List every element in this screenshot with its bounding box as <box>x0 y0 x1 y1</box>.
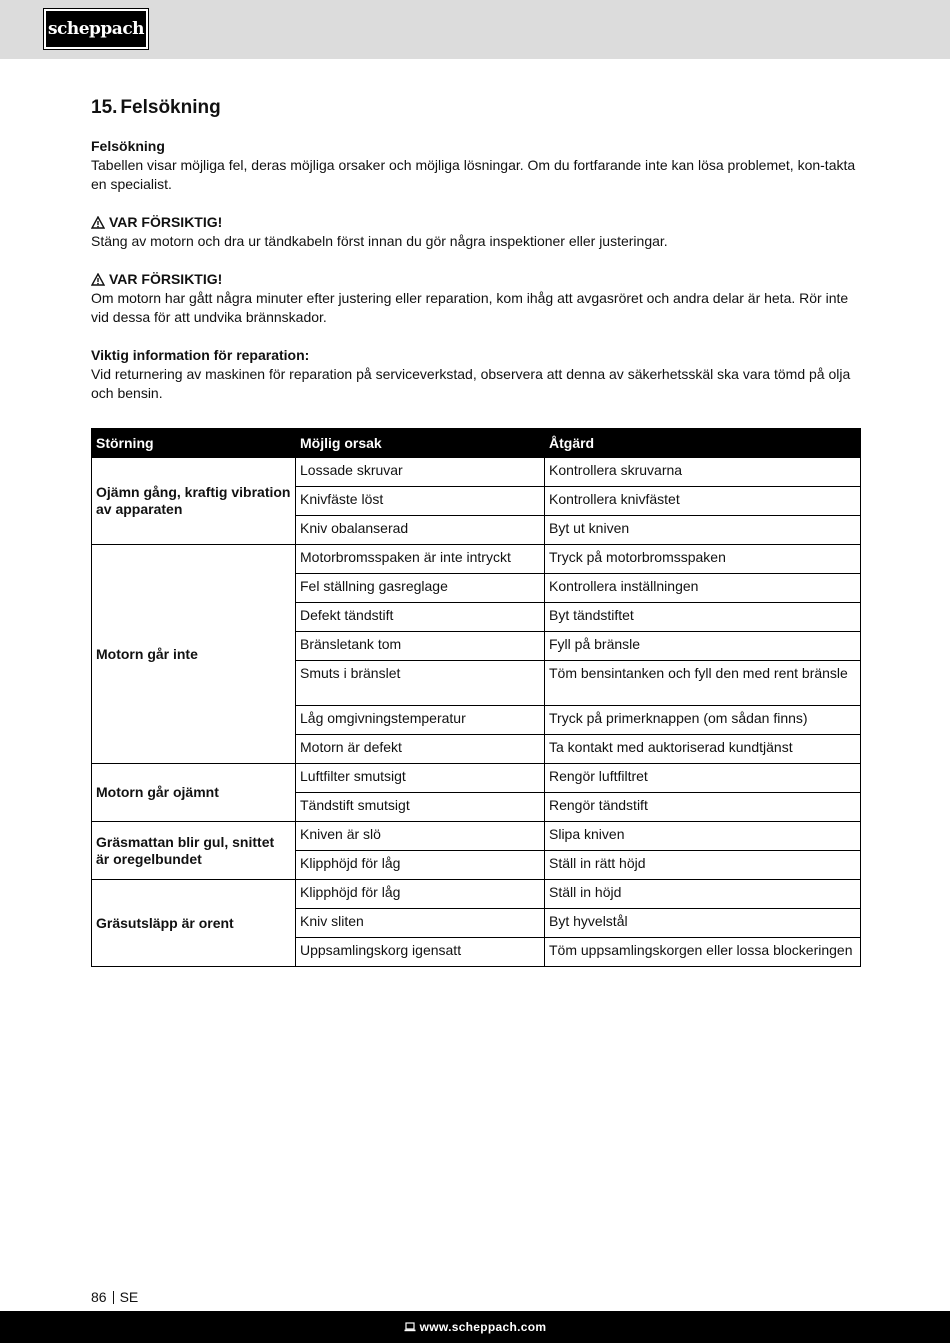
section-title: 15. Felsökning <box>91 97 221 118</box>
column-header: Åtgärd <box>545 429 861 458</box>
cause-cell: Fel ställning gasreglage <box>296 574 545 603</box>
repair-info-heading: Viktig information för reparation: <box>91 347 310 363</box>
table-row <box>92 545 861 574</box>
action-cell: Kontrollera skruvarna <box>545 458 861 487</box>
cause-cell: Klipphöjd för låg <box>296 880 545 909</box>
fault-cell: Ojämn gång, kraftig vibration av apparaten <box>92 458 296 545</box>
warning-text: Om motorn har gått några minuter efter justering eller reparation, kom ihåg att avgasröret och andra delar är heta. Rör inte vid dessa för att undvika brännskador. <box>91 290 849 325</box>
cause-cell: Kniven är slö <box>296 822 545 851</box>
cause-cell: Motorn är defekt <box>296 735 545 764</box>
action-cell: Kontrollera inställningen <box>545 574 861 603</box>
table-row <box>92 880 861 909</box>
website-link[interactable]: www.scheppach.com <box>419 1320 547 1334</box>
table-row <box>92 822 861 851</box>
action-cell: Töm uppsamlingskorgen eller lossa blockeringen <box>545 938 861 967</box>
action-cell: Ta kontakt med auktoriserad kundtjänst <box>545 735 861 764</box>
header-bar <box>0 0 950 59</box>
table-row <box>92 458 861 487</box>
page-number: 86 <box>91 1289 107 1305</box>
action-cell: Ställ in höjd <box>545 880 861 909</box>
fault-cell: Gräsutsläpp är orent <box>92 880 296 967</box>
action-cell: Ställ in rätt höjd <box>545 851 861 880</box>
warning-heading: VAR FÖRSIKTIG! <box>91 270 860 289</box>
action-cell: Fyll på bränsle <box>545 632 861 661</box>
action-cell: Töm bensintanken och fyll den med rent bränsle <box>545 661 861 706</box>
action-cell: Byt ut kniven <box>545 516 861 545</box>
cause-cell: Uppsamlingskorg igensatt <box>296 938 545 967</box>
intro-text: Tabellen visar möjliga fel, deras möjliga orsaker och möjliga lösningar. Om du fortfarande inte kan lösa problemet, kon-takta en specialist. <box>91 157 856 192</box>
cause-cell: Lossade skruvar <box>296 458 545 487</box>
cause-cell: Bränsletank tom <box>296 632 545 661</box>
action-cell: Kontrollera knivfästet <box>545 487 861 516</box>
cause-cell: Motorbromsspaken är inte intryckt <box>296 545 545 574</box>
cause-cell: Kniv obalanserad <box>296 516 545 545</box>
action-cell: Rengör luftfiltret <box>545 764 861 793</box>
column-header: Möjlig orsak <box>296 429 545 458</box>
footer-separator <box>113 1291 114 1304</box>
repair-info-text: Vid returnering av maskinen för reparation på serviceverkstad, observera att denna av säkerhetsskäl ska vara tömd på olja och bensin. <box>91 366 851 401</box>
action-cell: Rengör tändstift <box>545 793 861 822</box>
section-subtitle: Felsökning <box>91 138 165 154</box>
action-cell: Byt hyvelstål <box>545 909 861 938</box>
troubleshooting-table <box>91 428 861 967</box>
action-cell: Slipa kniven <box>545 822 861 851</box>
cause-cell: Smuts i bränslet <box>296 661 545 706</box>
table-row <box>92 764 861 793</box>
cause-cell: Defekt tändstift <box>296 603 545 632</box>
cause-cell: Klipphöjd för låg <box>296 851 545 880</box>
main-content <box>91 96 860 403</box>
cause-cell: Tändstift smutsigt <box>296 793 545 822</box>
action-cell: Tryck på motorbromsspaken <box>545 545 861 574</box>
warning-text: Stäng av motorn och dra ur tändkabeln först innan du gör några inspektioner eller justeringar. <box>91 233 668 249</box>
computer-icon <box>404 1322 416 1332</box>
warning-heading: VAR FÖRSIKTIG! <box>91 213 860 232</box>
brand-logo: scheppach <box>44 9 148 49</box>
column-header: Störning <box>92 429 296 458</box>
action-cell: Tryck på primerknappen (om sådan finns) <box>545 706 861 735</box>
page-footer <box>91 1288 138 1306</box>
cause-cell: Luftfilter smutsigt <box>296 764 545 793</box>
fault-cell: Gräsmattan blir gul, snittet är oregelbundet <box>92 822 296 880</box>
cause-cell: Kniv sliten <box>296 909 545 938</box>
table-header-row <box>92 429 861 458</box>
warning-icon <box>91 273 105 286</box>
action-cell: Byt tändstiftet <box>545 603 861 632</box>
cause-cell: Låg omgivningstemperatur <box>296 706 545 735</box>
fault-cell: Motorn går inte <box>92 545 296 764</box>
fault-cell: Motorn går ojämnt <box>92 764 296 822</box>
language-code: SE <box>119 1289 139 1305</box>
cause-cell: Knivfäste löst <box>296 487 545 516</box>
warning-icon <box>91 216 105 229</box>
bottom-bar <box>0 1311 950 1343</box>
